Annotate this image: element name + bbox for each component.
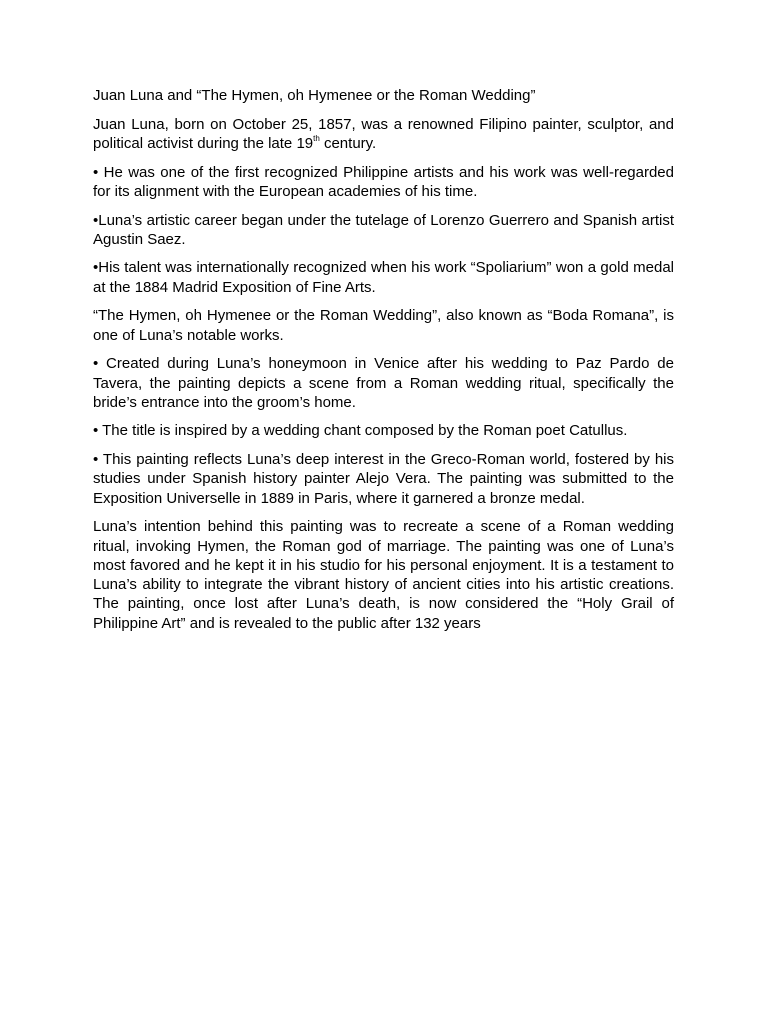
document-title: Juan Luna and “The Hymen, oh Hymenee or the Roman Wedding”	[93, 87, 536, 104]
painting-intro-paragraph: “The Hymen, oh Hymenee or the Roman Wedding”, also known as “Boda Romana”, is one of Luna’s notable works.	[93, 307, 674, 344]
bullet-paragraph: • Created during Luna’s honeymoon in Venice after his wedding to Paz Pardo de Tavera, the painting depicts a scene from a Roman wedding ritual, specifically the bride’s entrance into the groom’s home.	[93, 355, 674, 411]
document-body	[93, 86, 674, 642]
bullet-paragraph: • This painting reflects Luna’s deep interest in the Greco-Roman world, fostered by his studies under Spanish history painter Alejo Vera. The painting was submitted to the Exposition Universelle in 1889 in Paris, where it garnered a bronze medal.	[93, 451, 674, 507]
intro-text: Juan Luna, born on October 25, 1857, was a renowned Filipino painter, sculptor, and political activist during the late 19	[93, 115, 674, 153]
intro-paragraph	[93, 115, 674, 154]
bullet-paragraph: • The title is inspired by a wedding chant composed by the Roman poet Catullus.	[93, 422, 628, 440]
intro-text-end: century.	[319, 135, 377, 153]
ordinal-superscript: th	[313, 134, 320, 144]
bullet-paragraph: •Luna’s artistic career began under the tutelage of Lorenzo Guerrero and Spanish artist Agustin Saez.	[93, 211, 674, 248]
bullet-paragraph: • He was one of the first recognized Philippine artists and his work was well-regarded for its alignment with the European academies of his time.	[93, 163, 674, 200]
bullet-paragraph: •His talent was internationally recognized when his work “Spoliarium” won a gold medal at the 1884 Madrid Exposition of Fine Arts.	[93, 259, 674, 296]
conclusion-paragraph: Luna’s intention behind this painting was to recreate a scene of a Roman wedding ritual, invoking Hymen, the Roman god of marriage. The painting was one of Luna’s most favored and he kept it in his studio for his personal enjoyment. It is a testament to Luna’s ability to integrate the vibrant history of ancient cities into his artistic creations. The painting, once lost after Luna’s death, is now considered the “Holy Grail of Philippine Art” and is revealed to the public after 132 years	[93, 518, 674, 632]
